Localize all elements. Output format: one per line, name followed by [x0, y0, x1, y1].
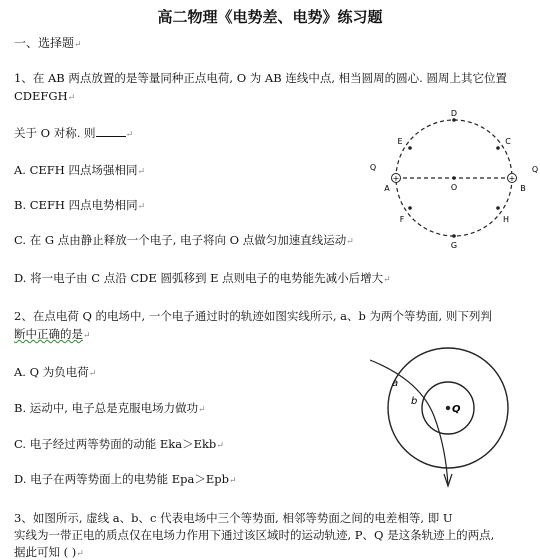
point-g: [452, 234, 456, 238]
label-q-right: Q: [531, 165, 539, 174]
q1-option-d: D. 将一电子由 C 点沿 CDE 圆弧移到 E 点则电子的电势能先减小后增大↵: [14, 271, 391, 285]
label-o: O: [450, 183, 458, 192]
q2-option-d: D. 电子在两等势面上的电势能 Epa＞Epb↵: [14, 472, 237, 486]
q1-option-b: B. CEFH 四点电势相同↵: [14, 198, 146, 212]
q2-option-b: B. 运动中, 电子总是克服电场力做功↵: [14, 401, 206, 415]
q3-stem-line3: 据此可知 ( )↵: [14, 545, 84, 559]
q2-option-c: C. 电子经过两等势面的动能 Eka＞Ekb↵: [14, 437, 224, 451]
label-c: C: [505, 137, 511, 146]
section-heading: 一、选择题↵: [14, 36, 82, 50]
label-b: B: [520, 184, 526, 193]
q1-option-c: C. 在 G 点由静止释放一个电子, 电子将向 O 点做匀加速直线运动↵: [14, 233, 354, 247]
label-b: b: [411, 396, 418, 407]
answer-blank: [96, 126, 126, 137]
q1-stem-line2: CDEFGH↵: [14, 89, 76, 103]
label-f: F: [399, 215, 405, 224]
q2-stem-line2: 断中正确的是↵: [14, 327, 91, 341]
point-f: [408, 206, 412, 210]
label-d: D: [450, 109, 458, 118]
q3-stem-line1: 3、如图所示, 虚线 a、b、c 代表电场中三个等势面, 相邻等势面之间的电差相等, 即 U: [14, 511, 453, 525]
charge-q-point: [446, 406, 450, 410]
charge-b-plus: +: [508, 174, 516, 183]
q1-circle-diagram: [360, 108, 540, 250]
point-o: [452, 176, 456, 180]
charge-a-plus: +: [392, 174, 400, 183]
q2-equipotential-diagram: [370, 340, 530, 488]
point-c: [496, 146, 500, 150]
q1-stem-line1: 1、在 AB 两点放置的是等量同种正点电荷, O 为 AB 连线中点, 相当圆周的圆心. 圆周上其它位置: [14, 71, 507, 85]
q2-stem-line1: 2、在点电荷 Q 的电场中, 一个电子通过时的轨迹如图实线所示, a、b 为两个等势面, 则下列判: [14, 309, 492, 323]
label-a: a: [392, 378, 399, 389]
q3-stem-line2: 实线为一带正电的质点仅在电场力作用下通过该区域时的运动轨迹, P、Q 是这条轨迹上的两点,: [14, 528, 495, 542]
q1-option-a: A. CEFH 四点场强相同↵: [14, 163, 146, 177]
page-title: 高二物理《电势差、电势》练习题: [157, 8, 383, 26]
point-e: [408, 146, 412, 150]
label-e: E: [397, 137, 403, 146]
label-h: H: [502, 215, 510, 224]
point-h: [496, 206, 500, 210]
label-g: G: [450, 241, 458, 250]
label-q: Q: [452, 404, 461, 415]
q2-option-a: A. Q 为负电荷↵: [14, 365, 97, 379]
q1-stem-line3: 关于 O 对称. 则 ↵: [14, 126, 134, 140]
label-a: A: [384, 184, 390, 193]
point-d: [452, 118, 456, 122]
label-q-left: Q: [369, 163, 377, 172]
